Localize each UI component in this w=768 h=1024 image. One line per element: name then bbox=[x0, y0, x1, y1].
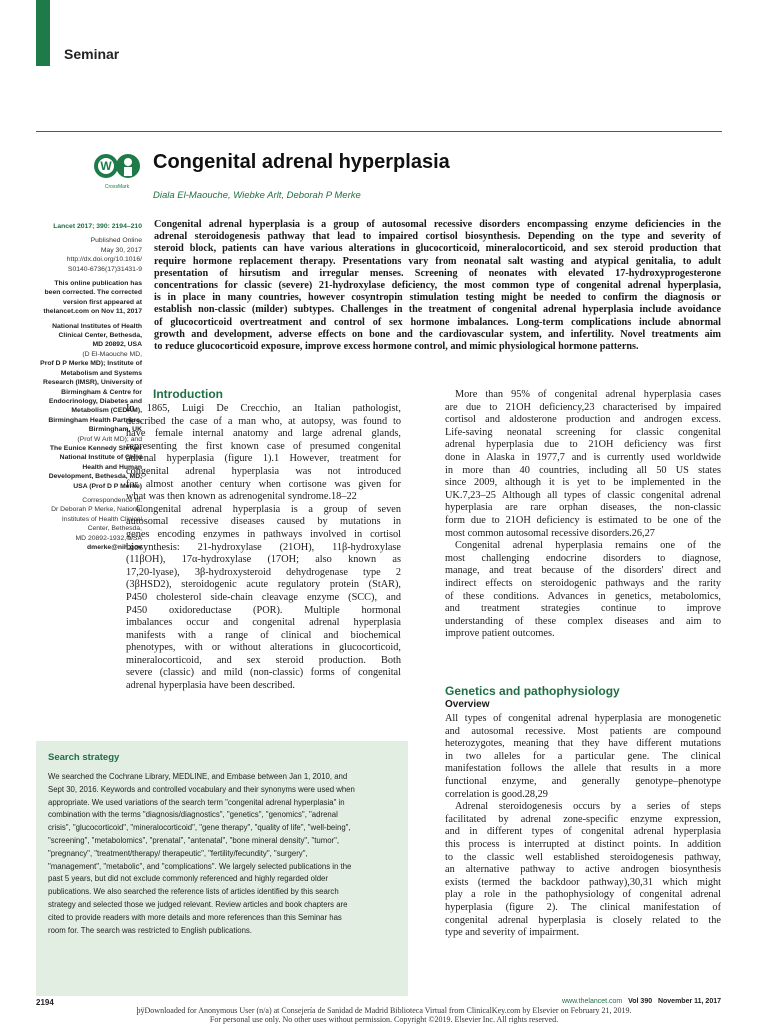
affiliation-line: Clinical Center, Bethesda, bbox=[58, 332, 142, 340]
doi-link[interactable]: S0140-6736(17)31431-9 bbox=[67, 265, 142, 273]
body-line: described the case of a man who, at autopsy, was found to bbox=[126, 415, 401, 427]
correction-note: version first appeared at bbox=[63, 298, 142, 306]
panel-line: cited to provide readers with more details and more references than this Seminar has bbox=[48, 912, 342, 922]
correction-note: This online publication has bbox=[54, 280, 142, 288]
abstract-line: establish non-classic (milder) subtypes. Challenges in the treatment of congenital adrenal hyperplasia include avoidance bbox=[154, 304, 721, 316]
body-line: In 1865, Luigi De Crecchio, an Italian pathologist, bbox=[126, 403, 401, 414]
affiliation-line: Development, Bethesda, MD, bbox=[48, 473, 142, 481]
correspondence-line: Dr Deborah P Merke, National bbox=[51, 506, 142, 514]
correspondence-line: Correspondence to: bbox=[82, 496, 142, 504]
affiliation-line: USA (Prof D P Merke) bbox=[73, 482, 142, 490]
body-line: (11βOH), 17α-hydroxylase (17OH; also known as bbox=[126, 554, 401, 566]
abstract-line: adrenal steroidogenesis pathway that lead to impaired cortisol biosynthesis. Depending on the type and severity of bbox=[154, 231, 721, 243]
body-line: Life-saving neonatal screening for classic congenital bbox=[445, 426, 721, 438]
doi-link[interactable]: http://dx.doi.org/10.1016/ bbox=[66, 256, 142, 264]
affiliation-line: Health and Human bbox=[82, 463, 142, 471]
body-line: cortisol and aldosterone production and androgen excess. bbox=[445, 414, 721, 426]
body-line: heterozygotes, meaning that they have different mutations bbox=[445, 738, 721, 750]
body-line: indirect effects on steroidogenic pathways and the rarity bbox=[445, 577, 721, 589]
body-line: are due to 21OH deficiency,23 characterised by impaired bbox=[445, 401, 721, 413]
affiliation-line: MD 20892, USA bbox=[92, 341, 142, 349]
body-line: in two alleles for a particular gene. The clinical bbox=[445, 750, 721, 762]
affiliation-line: (Prof W Arlt MD); and bbox=[77, 435, 142, 443]
body-line: biosynthesis: 21-hydroxylase (21OH), 11β-hydroxylase bbox=[126, 541, 401, 553]
abstract bbox=[154, 219, 721, 353]
overview-body bbox=[445, 389, 721, 641]
affiliation-line: Birmingham & Centre for bbox=[61, 388, 142, 396]
article-title: Congenital adrenal hyperplasia bbox=[153, 151, 450, 173]
panel-line: publications. We also searched the reference lists of articles identified by this search bbox=[48, 887, 339, 897]
body-line: play a role in the pathophysiology of congenital adrenal bbox=[445, 889, 721, 901]
body-line: and autosomal recessive. Most patients are compound bbox=[445, 725, 721, 737]
introduction-body bbox=[126, 403, 401, 693]
correspondence-line: Center, Bethesda, bbox=[87, 525, 142, 533]
abstract-line: steroid block, patients can have various alterations in glucocorticoid, mineralocorticoid, and sex steroid production that bbox=[154, 243, 721, 255]
body-line: of these conditions. Advances in genetics, metabolomics, bbox=[445, 590, 721, 602]
page-number: 2194 bbox=[36, 998, 54, 1007]
genetics-body bbox=[445, 713, 721, 940]
authors: Diala El-Maouche, Wiebke Arlt, Deborah P Merke bbox=[153, 190, 361, 201]
email-link[interactable]: dmerke@nih.gov bbox=[87, 544, 142, 551]
body-line: imbalances occur and congenital adrenal hyperplasia bbox=[126, 617, 401, 629]
affiliation-line: Research (IMSR), University of bbox=[43, 379, 142, 387]
panel-line: We searched the Cochrane Library, MEDLINE, and Embase between Jan 1, 2010, and bbox=[48, 772, 348, 781]
body-line: facilitated by adrenal zone-specific enzyme expression, bbox=[445, 813, 721, 825]
body-line: functional enzyme, and generally genotype–phenotype bbox=[445, 775, 721, 787]
body-line: P450 oxidoreductase (POR). Multiple hormonal bbox=[126, 604, 401, 616]
genetics-heading: Genetics and pathophysiology bbox=[445, 684, 620, 698]
affiliation-line: The Eunice Kennedy Shriver bbox=[49, 444, 142, 452]
body-line: adrenal hyperplasia have been described. bbox=[126, 680, 295, 692]
body-line: adrenal hyperplasia (figure 1).1 However, treatment for bbox=[126, 453, 401, 465]
body-line: correlation is good.28,29 bbox=[445, 788, 548, 800]
body-line: understanding of these complex diseases and aim to bbox=[445, 615, 721, 627]
body-line: Adrenal steroidogenesis occurs by a series of steps bbox=[455, 801, 721, 813]
abstract-line: presentation of hirsutism and irregular menses. Screening of neonates with elevated 17-hydroxyprogesterone bbox=[154, 267, 721, 279]
affiliation-line: National Institute of Child bbox=[59, 454, 142, 462]
affiliation-line: National Institutes of Health bbox=[52, 322, 142, 330]
body-line: 17,20-lyase), 3β-hydroxysteroid dehydrogenase type 2 bbox=[126, 566, 401, 578]
section-accent-bar bbox=[36, 0, 50, 66]
abstract-line: is in place in many countries, however cosyntropin stimulation testing might be needed to confirm the diagnosis or bbox=[154, 292, 721, 304]
body-line: genes encoding enzymes in pathways involved in cortisol bbox=[126, 528, 401, 540]
abstract-line: require hormone replacement therapy. Presentations vary from neonatal salt wasting and atypical genitalia, to adult bbox=[154, 255, 721, 267]
body-line: improve patient outcomes. bbox=[445, 628, 555, 640]
body-line: congenital adrenal hyperplasia is closely related to the bbox=[445, 914, 721, 926]
search-strategy-text bbox=[48, 771, 398, 937]
body-line: for almost another century when cortisone was given for bbox=[126, 478, 401, 490]
body-line: form due to 21OH deficiency is estimated to be one of the bbox=[445, 514, 721, 526]
crossmark-label: CrossMark bbox=[104, 184, 130, 190]
body-line: UK.7,23–25 Although all types of classic congenital adrenal bbox=[445, 489, 721, 501]
search-strategy-title: Search strategy bbox=[48, 752, 120, 763]
panel-line: "management", "metabolic", and "complications". We largely selected publications in the bbox=[48, 861, 352, 871]
body-line: More than 95% of congenital adrenal hyperplasia cases bbox=[455, 389, 721, 400]
body-line: hyperplasia are rare orphan diseases, the non-classic bbox=[445, 502, 721, 514]
body-line: manifests with a range of clinical and biochemical bbox=[126, 629, 401, 641]
body-line: manage, and treat because of the disorders' direct and bbox=[445, 565, 721, 577]
abstract-line: to reduce glucocorticoid exposure, improve excess hormone control, and mimic physiological hormone patterns. bbox=[154, 341, 639, 353]
download-notice: þÿDownloaded for Anonymous User (n/a) at Consejería de Sanidad de Madrid Biblioteca Virtual from ClinicalKey.com by Elsevier on February 21, 2019. bbox=[136, 1006, 632, 1015]
body-line: manifestation follows the allele that results in a more bbox=[445, 763, 721, 775]
sidebar-line: Published Online bbox=[90, 237, 142, 245]
correspondence-line: MD 20892-1932, USA bbox=[75, 534, 142, 542]
body-line: phenotypes, with or without alterations in glucocorticoid, bbox=[126, 642, 401, 654]
body-line: hyperplasia (figure 2). The clinical manifestation of bbox=[445, 901, 721, 913]
body-line: representing the first known case of presumed congenital bbox=[126, 440, 401, 452]
body-line: Congenital adrenal hyperplasia remains one of the bbox=[455, 540, 721, 552]
body-line: this process is interrupted at distinct points. In addition bbox=[445, 838, 721, 850]
panel-line: strategy and selected those we judged relevant. Review articles and book chapters are bbox=[48, 899, 348, 909]
affiliation-line: Birmingham, UK bbox=[88, 426, 142, 434]
abstract-line: Congenital adrenal hyperplasia is a group of autosomal recessive disorders encompassing enzyme deficiencies in the bbox=[154, 219, 721, 230]
svg-text:W: W bbox=[100, 159, 112, 173]
body-line: done in Alaska in 1977,7 and is currently used worldwide bbox=[445, 451, 721, 463]
abstract-line: concentrations for classic (severe) 21-hydroxylase deficiency, the most common type of congenital adrenal hyperplasia, bbox=[154, 280, 721, 292]
citation[interactable]: Lancet 2017; 390: 2194–210 bbox=[53, 223, 142, 230]
body-line: in more than 40 countries, including all 50 US states bbox=[445, 464, 721, 476]
panel-line: combination with the terms "diagnosis/diagnostics", "genetics", "genomics", "adrenal bbox=[48, 810, 338, 820]
body-line: and treatment strategies continue to improve bbox=[445, 603, 721, 615]
body-line: type and severity of impairment. bbox=[445, 927, 580, 939]
correction-note: been corrected. The corrected bbox=[44, 289, 142, 297]
panel-line: room for. The search was restricted to English publications. bbox=[48, 925, 252, 935]
body-line: P450 cholesterol side-chain cleavage enzyme (SCC), and bbox=[126, 591, 401, 603]
panel-line: Sept 30, 2016. Keywords and controlled vocabulary and their synonyms were used when bbox=[48, 784, 355, 794]
affiliation-line: Birmingham Health Partners, bbox=[48, 416, 142, 424]
panel-line: "pregnancy", "treatment/therapy/ therapeutic", "fertility/fecundity", "surgery", bbox=[48, 848, 308, 858]
body-line: an alternative pathway to active androgen biosynthesis bbox=[445, 864, 721, 876]
body-line: most common autosomal recessive disorders.26,27 bbox=[445, 527, 655, 539]
introduction-heading: Introduction bbox=[153, 387, 223, 401]
sidebar-line: May 30, 2017 bbox=[100, 246, 142, 254]
body-line: Congenital adrenal hyperplasia is a group of seven bbox=[136, 503, 401, 515]
affiliation-line: Endocrinology, Diabetes and bbox=[48, 397, 142, 405]
header-rule bbox=[36, 131, 722, 132]
body-line: congenital adrenal hyperplasia was not introduced bbox=[126, 465, 401, 477]
correction-note: thelancet.com on Nov 11, 2017 bbox=[43, 308, 142, 316]
crossmark-logo bbox=[92, 150, 142, 190]
body-line: and in different types of congenital adrenal hyperplasia bbox=[445, 826, 721, 838]
body-line: mineralocorticoid, and sex steroid production. Both bbox=[126, 654, 401, 666]
affiliation-line: (D El-Maouche MD, bbox=[82, 350, 142, 358]
volume: Vol 390 bbox=[628, 998, 653, 1005]
panel-line: "screening", "metabolomics", "prenatal", "antenatal", "bone mineral density", "tumor", bbox=[48, 835, 340, 845]
correspondence-line: Institutes of Health Clinical bbox=[61, 515, 142, 523]
journal-footer bbox=[508, 998, 721, 1005]
body-line: have female internal anatomy and large adrenal glands, bbox=[126, 428, 401, 440]
overview-subheading: Overview bbox=[445, 699, 490, 710]
copyright-notice: For personal use only. No other uses without permission. Copyright ©2019. Elsevier Inc. All rights reserved. bbox=[209, 1015, 559, 1024]
body-line: most challenging endocrine disorders to diagnose, bbox=[445, 552, 721, 564]
body-line: exists (termed the backdoor pathway),30,31 which might bbox=[445, 876, 721, 888]
body-line: adrenal hyperplasia due to 21OH deficiency was first bbox=[445, 439, 721, 451]
panel-line: past 5 years, but did not exclude commonly referenced and highly regarded older bbox=[48, 874, 328, 884]
body-line: autosomal recessive diseases caused by mutations in bbox=[126, 516, 401, 528]
body-line: All types of congenital adrenal hyperplasia are monogenetic bbox=[445, 713, 721, 724]
body-line: (3βHSD2), steroidogenic acute regulatory protein (StAR), bbox=[126, 579, 401, 591]
panel-line: crisis", "glucocorticoid", "mineralocorticoid", "gene therapy", "quality of life", "well-being", bbox=[48, 823, 351, 833]
body-line: what was then known as adrenogenital syndrome.18–22 bbox=[126, 491, 357, 503]
affiliation-line: Metabolism and Systems bbox=[60, 369, 142, 377]
abstract-line: of glucocorticoid overtreatment and control of sex hormone imbalances. Long-term complications include abnormal bbox=[154, 316, 721, 328]
panel-line: appropriate. We used variations of the search term "congenital adrenal hyperplasia" in bbox=[48, 797, 345, 807]
body-line: since 2009, although it is yet to be implemented in the bbox=[445, 477, 721, 489]
affiliation-line: Metabolism (CEDAM), bbox=[71, 407, 142, 415]
journal-link[interactable]: www.thelancet.com bbox=[561, 998, 623, 1005]
affiliation-line: Prof D P Merke MD); Institute of bbox=[40, 360, 142, 368]
section-label: Seminar bbox=[64, 46, 120, 62]
body-line: severe (classic) and mild (non-classic) forms of congenital bbox=[126, 667, 401, 679]
issue-date: November 11, 2017 bbox=[657, 998, 721, 1005]
abstract-line: growth and development, adverse effects on bone and the cardiovascular system, and infertility. Novel treatments aim bbox=[154, 328, 721, 340]
body-line: to the classic well established steroidogenesis pathway, bbox=[445, 851, 721, 863]
